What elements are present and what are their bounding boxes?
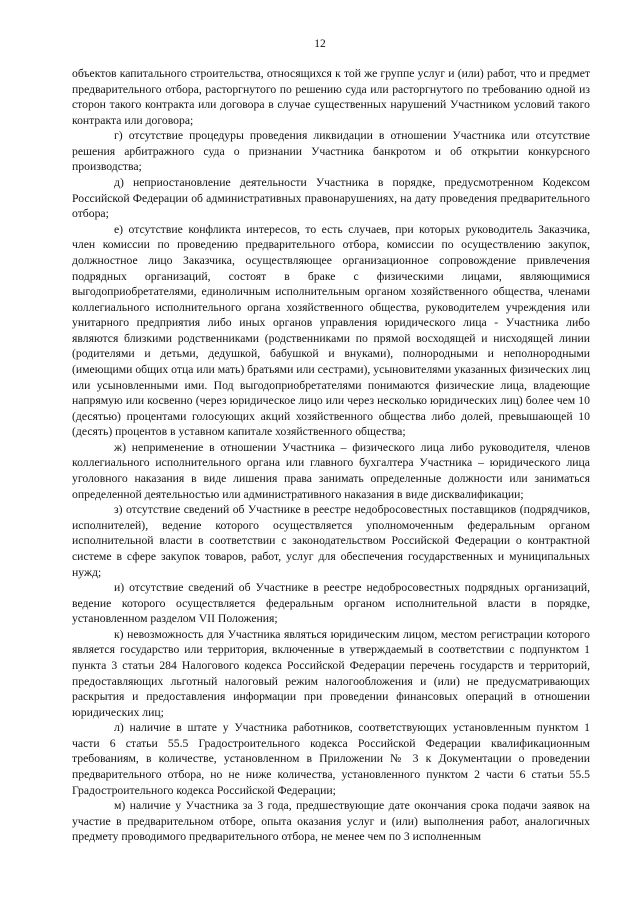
page-number: 12 — [314, 38, 326, 50]
paragraph-item-g: г) отсутствие процедуры проведения ликвидации в отношении Участника или отсутствие решения арбитражного суда о признании Участника банкротом и об открытии конкурсного производства; — [72, 129, 590, 174]
paragraph-item-zh: ж) неприменение в отношении Участника – физического лица либо руководителя, членов коллегиального исполнительного органа или главного бухгалтера Участника – юридического лица уголовного наказания в виде лишения права занимать определенные должности или заниматься определенной деятельностью или административного наказания в виде дисквалификации; — [72, 440, 590, 501]
paragraph-item-l: л) наличие в штате у Участника работников, соответствующих установленным пунктом 1 части 6 статьи 55.5 Градостроительного кодекса Российской Федерации квалификационным требованиям, в количестве, установленном в Приложении № 3 к Документации о проведении предварительного отбора, но не ниже количества, установленного пунктом 2 части 6 статьи 55.5 Градостроительного кодекса Российской Федерации; — [72, 721, 590, 797]
paragraph-item-z: з) отсутствие сведений об Участнике в реестре недобросовестных поставщиков (подрядчиков, исполнителей), ведение которого осуществляется уполномоченным федеральным органом исполнительной власти в соответствии с законодательством Российской Федерации о контрактной системе в сфере закупок товаров, работ, услуг для обеспечения государственных и муниципальных нужд; — [72, 503, 590, 579]
paragraph-continuation: объектов капитального строительства, относящихся к той же группе услуг и (или) работ, что и предмет предварительного отбора, расторгнутого по решению суда или расторгнутого по требованию одной из сторон такого контракта или договора в случае существенных нарушений Участником условий такого контракта или договора; — [72, 67, 590, 127]
paragraph-item-i: и) отсутствие сведений об Участнике в реестре недобросовестных подрядных организаций, ведение которого осуществляется федеральным органом исполнительной власти в порядке, установленном разделом VII Положения; — [72, 581, 590, 626]
paragraph-item-d: д) неприостановление деятельности Участника в порядке, предусмотренном Кодексом Российской Федерации об административных правонарушениях, на дату проведения предварительного отбора; — [72, 176, 590, 221]
paragraph-item-k: к) невозможность для Участника являться юридическим лицом, местом регистрации которого является государство или территория, включенные в утверждаемый в соответствии с подпунктом 1 пункта 3 статьи 284 Налогового кодекса Российской Федерации перечень государств и территорий, предоставляющих льготный налоговый режим налогообложения и (или) не предусматривающих раскрытия и предоставления информации при проведении финансовых операций в отношении юридических лиц; — [72, 627, 590, 719]
document-body — [72, 66, 590, 845]
paragraph-item-e: е) отсутствие конфликта интересов, то есть случаев, при которых руководитель Заказчика, член комиссии по проведению предварительного отбора, комиссии по осуществлению закупок, должностное лицо Заказчика, осуществляющее организационное сопровождение привлечения подрядных организаций, состоят в браке с физическими лицами, являющимися выгодоприобретателями, единоличным исполнительным органом хозяйственного общества, членами коллегиального исполнительного органа хозяйственного общества, руководителем учреждения или унитарного предприятия либо иных органов управления юридического лица - Участника либо являются близкими родственниками (родственниками по прямой восходящей и нисходящей линии (родителями и детьми, дедушкой, бабушкой и внуками), полнородными и неполнородными (имеющими общих отца или мать) братьями или сестрами), усыновителями указанных физических лиц или усыновленными ими. Под выгодоприобретателями понимаются физические лица, владеющие напрямую или косвенно (через юридическое лицо или через несколько юридических лиц) более чем 10 (десятью) процентами голосующих акций хозяйственного общества либо долей, превышающей 10 (десять) процентов в уставном капитале хозяйственного общества; — [72, 222, 590, 439]
paragraph-item-m: м) наличие у Участника за 3 года, предшествующие дате окончания срока подачи заявок на участие в предварительном отборе, опыта оказания услуг и (или) выполнения работ, аналогичных предмету проводимого предварительного отбора, не менее чем по 3 исполненным — [72, 799, 590, 844]
